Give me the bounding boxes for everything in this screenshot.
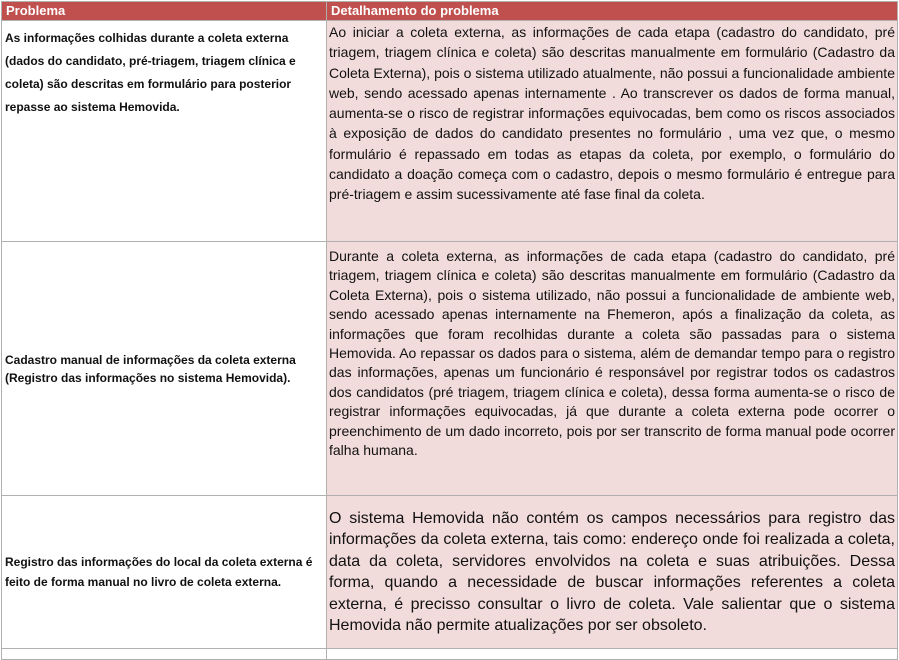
table-row-empty bbox=[2, 649, 898, 660]
detail-cell: Ao iniciar a coleta externa, as informações de cada etapa (cadastro do candidato, pré triagem, triagem clínica e coleta) são descritas manualmente em formulário (Cadastro da Coleta Externa), pois o sistema utilizado atualmente, não possui a funcionalidade ambiente web, sendo acessado apenas internamente . Ao transcrever os dados de forma manual, aumenta-se o risco de registrar informações equivocadas, bem como os riscos associados à exposição de dados do candidato presentes no formulário , uma vez que, o mesmo formulário é repassado em todas as etapas da coleta, por exemplo, o formulário do candidato a doação começa com o cadastro, depois o mesmo formulário é entregue para pré-triagem e assim sucessivamente até fase final da coleta. bbox=[327, 21, 898, 242]
table-row bbox=[2, 496, 898, 649]
problems-table bbox=[1, 1, 898, 660]
header-problem: Problema bbox=[2, 2, 327, 21]
empty-cell bbox=[327, 649, 898, 660]
detail-cell: Durante a coleta externa, as informações de cada etapa (cadastro do candidato, pré triagem, triagem clínica e coleta) são descritas manualmente em formulário (Cadastro da Coleta Externa), pois o sistema utilizado, não possui a funcionalidade de ambiente web, sendo acessado apenas internamente na Fhemeron, após a finalização da coleta, as informações que foram recolhidas durante a coleta são passadas para o sistema Hemovida. Ao repassar os dados para o sistema, além de demandar tempo para o registro das informações, apenas um funcionário é responsável por registrar todos os cadastros dos candidatos (pré triagem, triagem clínica e coleta), dessa forma aumenta-se o risco de registrar informações equivocadas, já que durante a coleta externa pode ocorrer o preenchimento de um dado incorreto, pois por ser transcrito de forma manual pode ocorrer falha humana. bbox=[327, 242, 898, 496]
empty-cell bbox=[2, 649, 327, 660]
table-row bbox=[2, 242, 898, 496]
problem-cell: Cadastro manual de informações da coleta externa (Registro das informações no sistema Hemovida). bbox=[2, 242, 327, 496]
problem-cell: As informações colhidas durante a coleta externa (dados do candidato, pré-triagem, triagem clínica e coleta) são descritas em formulário para posterior repasse ao sistema Hemovida. bbox=[2, 21, 327, 242]
problem-cell: Registro das informações do local da coleta externa é feito de forma manual no livro de coleta externa. bbox=[2, 496, 327, 649]
table-row bbox=[2, 21, 898, 242]
header-row bbox=[2, 2, 898, 21]
header-detail: Detalhamento do problema bbox=[327, 2, 898, 21]
detail-cell: O sistema Hemovida não contém os campos necessários para registro das informações da coleta externa, tais como: endereço onde foi realizada a coleta, data da coleta, servidores envolvidos na coleta e suas atribuições. Dessa forma, quando a necessidade de buscar informações referentes a coleta externa, é precisso consultar o livro de coleta. Vale salientar que o sistema Hemovida não permite atualizações por ser obsoleto. bbox=[327, 496, 898, 649]
